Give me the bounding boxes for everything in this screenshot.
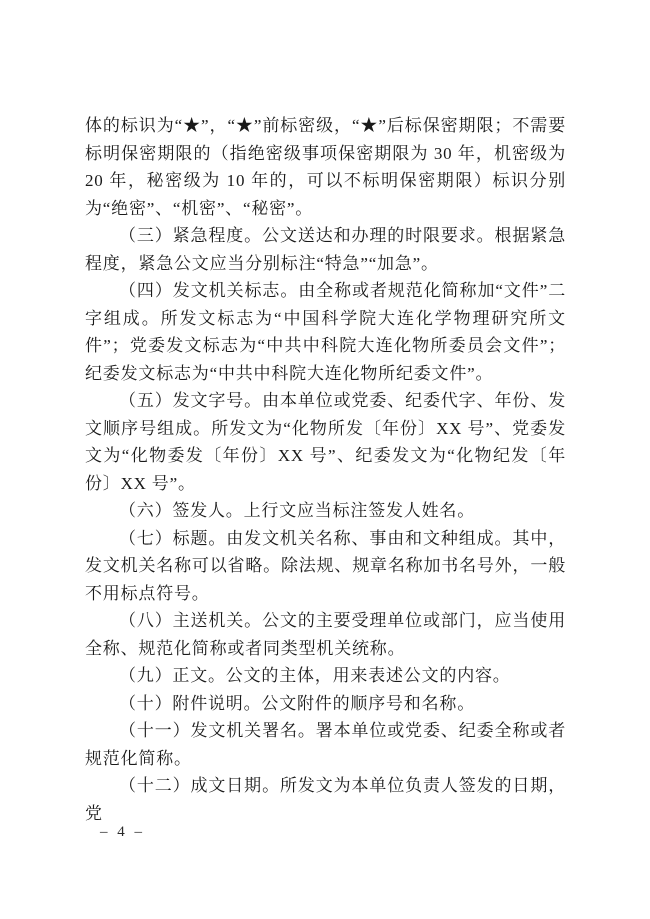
paragraph: （四）发文机关标志。由全称或者规范化简称加“文件”二字组成。所发文标志为“中国科学院大连化学物理研究所文件”；党委发文标志为“中共中科院大连化物所委员会文件”；纪委发文标志为“中共中科院大连化物所纪委文件”。 bbox=[85, 281, 566, 383]
paragraph: （七）标题。由发文机关名称、事由和文种组成。其中，发文机关名称可以省略。除法规、规章名称加书名号外，一般不用标点符号。 bbox=[85, 528, 566, 603]
paragraph: （五）发文字号。由本单位或党委、纪委代字、年份、发文顺序号组成。所发文为“化物所发〔年份〕XX 号”、党委发文为“化物委发〔年份〕XX 号”、纪委发文为“化物纪发〔年份〕XX 号”。 bbox=[85, 391, 566, 493]
paragraph: （六）签发人。上行文应当标注签发人姓名。 bbox=[119, 501, 475, 520]
paragraph: （十）附件说明。公文附件的顺序号和名称。 bbox=[119, 693, 475, 713]
paragraph: （九）正文。公文的主体，用来表述公文的内容。 bbox=[119, 666, 511, 685]
paragraph: 体的标识为“★”，“★”前标密级，“★”后标保密期限；不需要标明保密期限的（指绝密级事项保密期限为 30 年，机密级为 20 年，秘密级为 10 年的，可以不标明保密期限）标识分别为“绝密”、“机密”、“秘密”。 bbox=[85, 116, 566, 218]
document-body bbox=[85, 112, 566, 827]
paragraph: （八）主送机关。公文的主要受理单位或部门，应当使用全称、规范化简称或者同类型机关统称。 bbox=[85, 611, 566, 658]
paragraph: （三）紧急程度。公文送达和办理的时限要求。根据紧急程度，紧急公文应当分别标注“特急”“加急”。 bbox=[85, 226, 566, 273]
paragraph: （十二）成文日期。所发文为本单位负责人签发的日期，党 bbox=[85, 776, 566, 823]
page-number: – 4 – bbox=[100, 824, 145, 840]
paragraph: （十一）发文机关署名。署本单位或党委、纪委全称或者规范化简称。 bbox=[85, 721, 566, 768]
